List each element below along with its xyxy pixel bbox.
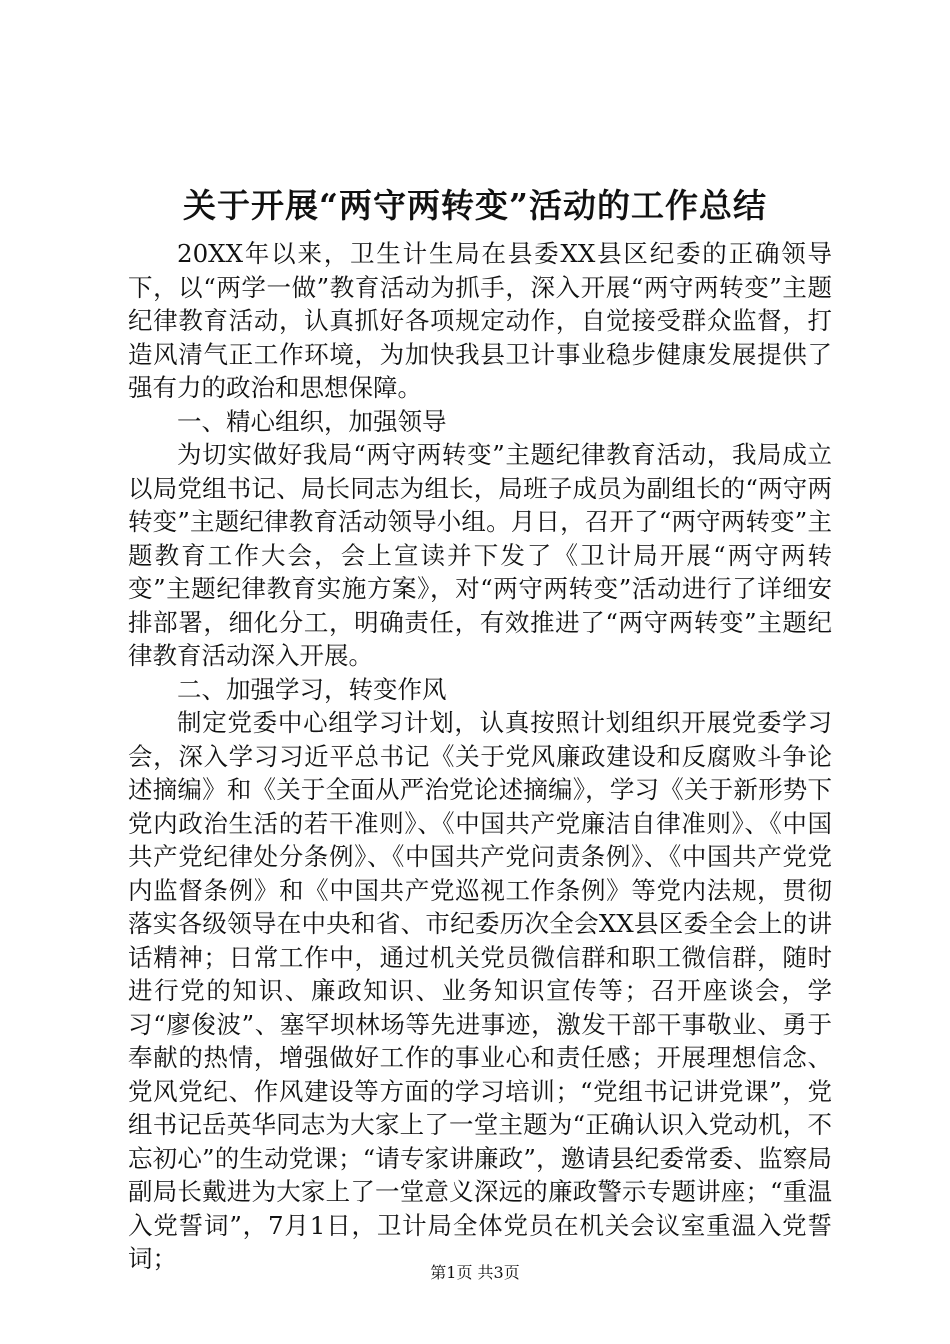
document-body bbox=[128, 237, 832, 1276]
document-title: 关于开展“两守两转变”活动的工作总结 bbox=[183, 186, 767, 225]
section-1-paragraph: 为切实做好我局“两守两转变”主题纪律教育活动，我局成立以局党组书记、局长同志为组长，局班子成员为副组长的“两守两转变”主题纪律教育活动领导小组。月日，召开了“两守两转变”主题教育工作大会，会上宣读并下发了《卫计局开展“两守两转变”主题纪律教育实施方案》，对“两守两转变”活动进行了详细安排部署，细化分工，明确责任，有效推进了“两守两转变”主题纪律教育活动深入开展。 bbox=[128, 440, 832, 670]
section-heading-2: 二、加强学习，转变作风 bbox=[177, 674, 447, 704]
page-footer: 第1页 共3页 bbox=[430, 1263, 520, 1282]
section-heading-1: 一、精心组织，加强领导 bbox=[177, 406, 447, 436]
intro-paragraph: 20XX年以来，卫生计生局在县委XX县区纪委的正确领导下，以“两学一做”教育活动为抓手，深入开展“两守两转变”主题纪律教育活动，认真抓好各项规定动作，自觉接受群众监督，打造风清气正工作环境，为加快我县卫计事业稳步健康发展提供了强有力的政治和思想保障。 bbox=[128, 239, 832, 402]
section-2-paragraph: 制定党委中心组学习计划，认真按照计划组织开展党委学习会，深入学习习近平总书记《关于党风廉政建设和反腐败斗争论述摘编》和《关于全面从严治党论述摘编》，学习《关于新形势下党内政治生活的若干准则》、《中国共产党廉洁自律准则》、《中国共产党纪律处分条例》、《中国共产党问责条例》、《中国共产党党内监督条例》和《中国共产党巡视工作条例》等党内法规，贯彻落实各级领导在中央和省、市纪委历次全会XX县区委全会上的讲话精神；日常工作中，通过机关党员微信群和职工微信群，随时进行党的知识、廉政知识、业务知识宣传等；召开座谈会，学习“廖俊波”、塞罕坝林场等先进事迹，激发干部干事敬业、勇于奉献的热情，增强做好工作的事业心和责任感；开展理想信念、党风党纪、作风建设等方面的学习培训；“党组书记讲党课”，党组书记岳英华同志为大家上了一堂主题为“正确认识入党动机，不忘初心”的生动党课；“请专家讲廉政”，邀请县纪委常委、监察局副局长戴进为大家上了一堂意义深远的廉政警示专题讲座；“重温入党誓词”，7月1日，卫计局全体党员在机关会议室重温入党誓词； bbox=[128, 708, 832, 1273]
